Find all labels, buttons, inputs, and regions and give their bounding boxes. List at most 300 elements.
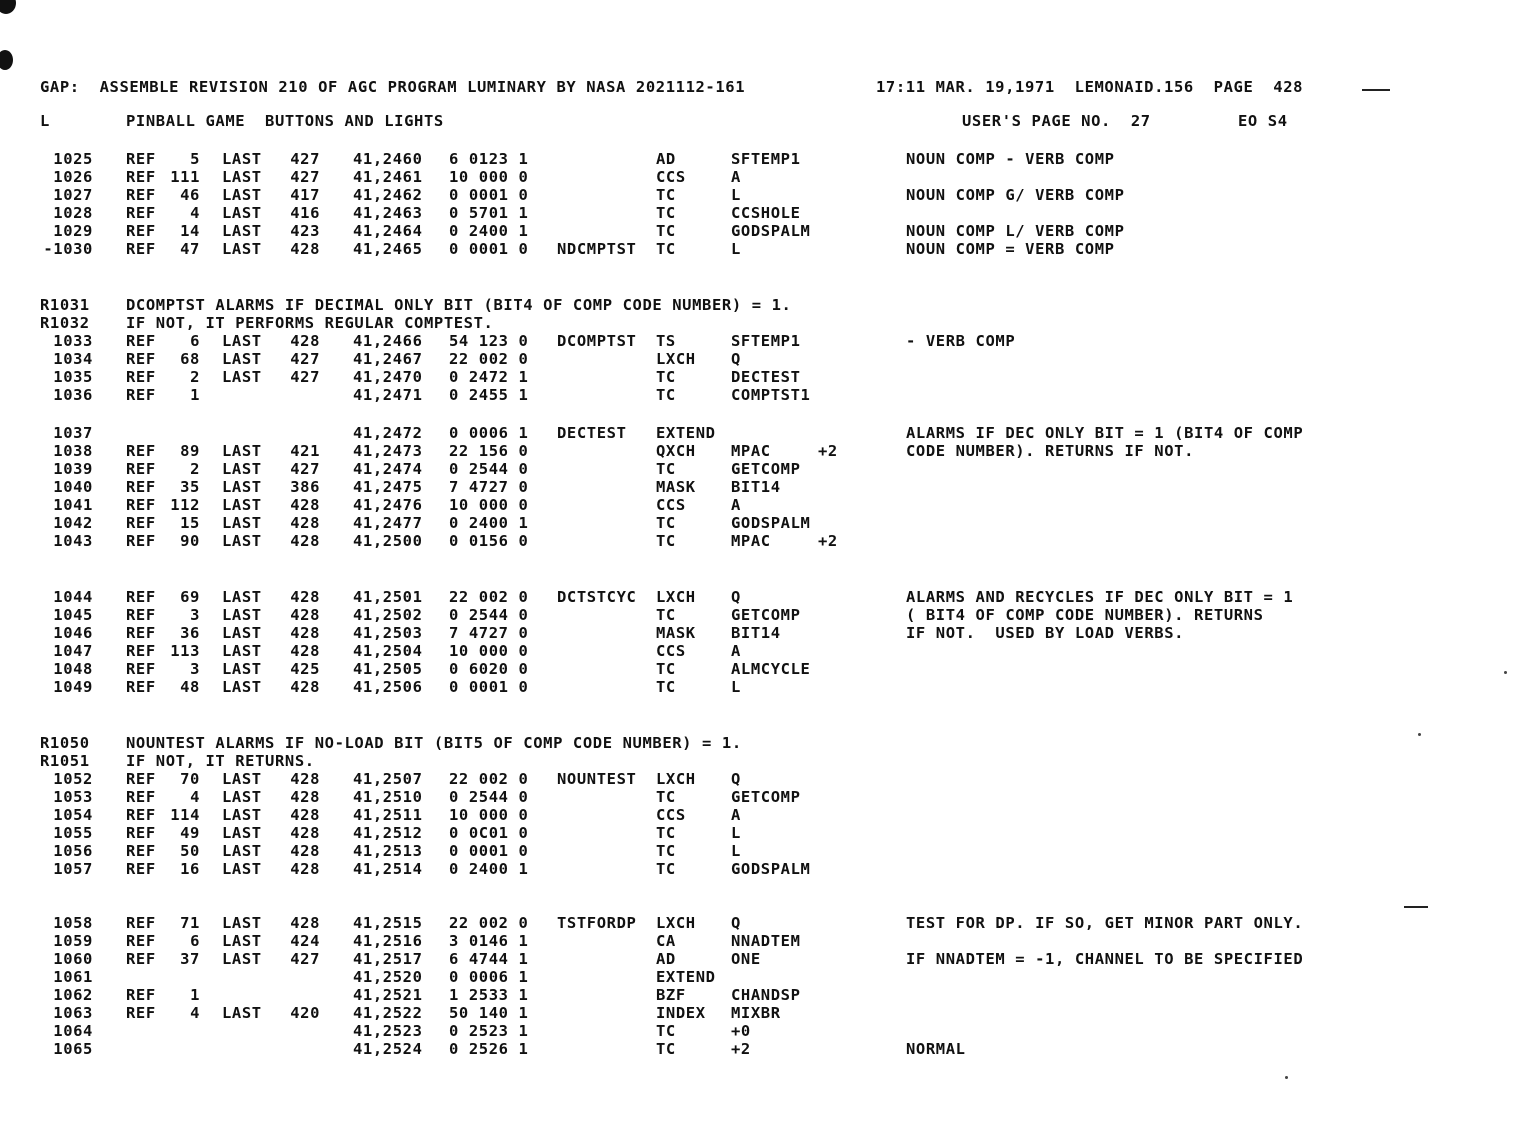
octal-code: 0 0006 1 <box>449 424 529 442</box>
operand: A <box>731 496 741 514</box>
ref-count: 4 <box>190 204 200 222</box>
comment: NOUN COMP - VERB COMP <box>906 150 1115 168</box>
ref-count: 47 <box>180 240 200 258</box>
last-keyword: LAST <box>222 606 262 624</box>
last-page: 428 <box>290 606 320 624</box>
remark-text: DCOMPTST ALARMS IF DECIMAL ONLY BIT (BIT4 OF COMP CODE NUMBER) = 1. <box>126 296 792 314</box>
opcode: AD <box>656 150 676 168</box>
last-page: 428 <box>290 914 320 932</box>
operand: BIT14 <box>731 624 781 642</box>
address: 41,2506 <box>353 678 423 696</box>
last-page: 428 <box>290 842 320 860</box>
remark-line-number: R1051 <box>40 752 90 770</box>
listing-row <box>0 624 1536 642</box>
last-keyword: LAST <box>222 496 262 514</box>
octal-code: 22 002 0 <box>449 914 529 932</box>
line-number: 1039 <box>53 460 93 478</box>
line-number: 1026 <box>53 168 93 186</box>
octal-code: 0 0001 0 <box>449 842 529 860</box>
octal-code: 10 000 0 <box>449 496 529 514</box>
address: 41,2467 <box>353 350 423 368</box>
last-page: 428 <box>290 532 320 550</box>
ref-keyword: REF <box>126 532 156 550</box>
line-number: 1027 <box>53 186 93 204</box>
listing-row <box>0 496 1536 514</box>
opcode: TC <box>656 606 676 624</box>
octal-code: 0 2400 1 <box>449 222 529 240</box>
octal-code: 7 4727 0 <box>449 478 529 496</box>
address: 41,2520 <box>353 968 423 986</box>
last-keyword: LAST <box>222 770 262 788</box>
operand: ALMCYCLE <box>731 660 811 678</box>
ref-count: 113 <box>170 642 200 660</box>
opcode: CCS <box>656 168 686 186</box>
opcode: TC <box>656 386 676 404</box>
ref-keyword: REF <box>126 678 156 696</box>
line-number: 1041 <box>53 496 93 514</box>
ref-count: 3 <box>190 660 200 678</box>
last-keyword: LAST <box>222 186 262 204</box>
octal-code: 7 4727 0 <box>449 624 529 642</box>
ref-count: 2 <box>190 368 200 386</box>
line-number: 1048 <box>53 660 93 678</box>
last-keyword: LAST <box>222 442 262 460</box>
opcode: TC <box>656 532 676 550</box>
address: 41,2463 <box>353 204 423 222</box>
comment: NORMAL <box>906 1040 966 1058</box>
listing-row <box>0 968 1536 986</box>
listing-row <box>0 150 1536 168</box>
last-page: 386 <box>290 478 320 496</box>
opcode: INDEX <box>656 1004 706 1022</box>
operand: L <box>731 824 741 842</box>
listing-row <box>0 1040 1536 1058</box>
operand: GODSPALM <box>731 222 811 240</box>
address: 41,2524 <box>353 1040 423 1058</box>
octal-code: 1 2533 1 <box>449 986 529 1004</box>
ref-count: 4 <box>190 1004 200 1022</box>
header-timestamp-page: 17:11 MAR. 19,1971 LEMONAID.156 PAGE 428 <box>876 78 1304 96</box>
line-number: 1057 <box>53 860 93 878</box>
address: 41,2472 <box>353 424 423 442</box>
ref-keyword: REF <box>126 588 156 606</box>
line-number: 1029 <box>53 222 93 240</box>
octal-code: 0 0001 0 <box>449 186 529 204</box>
operand: MIXBR <box>731 1004 781 1022</box>
last-keyword: LAST <box>222 332 262 350</box>
address: 41,2464 <box>353 222 423 240</box>
listing-row <box>0 788 1536 806</box>
last-page: 427 <box>290 350 320 368</box>
line-number: 1035 <box>53 368 93 386</box>
listing-row <box>0 752 1536 770</box>
listing-row <box>0 424 1536 442</box>
opcode: MASK <box>656 624 696 642</box>
header-type-letter: L <box>40 112 50 130</box>
ref-count: 15 <box>180 514 200 532</box>
last-page: 424 <box>290 932 320 950</box>
remark-line-number: R1032 <box>40 314 90 332</box>
operand: CHANDSP <box>731 986 801 1004</box>
operand: SFTEMP1 <box>731 150 801 168</box>
ref-count: 46 <box>180 186 200 204</box>
ref-keyword: REF <box>126 222 156 240</box>
octal-code: 10 000 0 <box>449 168 529 186</box>
listing-row <box>0 386 1536 404</box>
header-assembly-line: GAP: ASSEMBLE REVISION 210 OF AGC PROGRAM LUMINARY BY NASA 2021112-161 <box>40 78 746 96</box>
opcode: TS <box>656 332 676 350</box>
ref-keyword: REF <box>126 660 156 678</box>
last-page: 417 <box>290 186 320 204</box>
ref-count: 1 <box>190 386 200 404</box>
ref-keyword: REF <box>126 478 156 496</box>
listing-row <box>0 950 1536 968</box>
opcode: TC <box>656 788 676 806</box>
operand: GETCOMP <box>731 460 801 478</box>
remark-line-number: R1031 <box>40 296 90 314</box>
comment: IF NOT. USED BY LOAD VERBS. <box>906 624 1185 642</box>
address: 41,2466 <box>353 332 423 350</box>
operand: NNADTEM <box>731 932 801 950</box>
octal-code: 0 5701 1 <box>449 204 529 222</box>
operand: BIT14 <box>731 478 781 496</box>
listing-row <box>0 296 1536 314</box>
operand: +0 <box>731 1022 751 1040</box>
opcode: TC <box>656 460 676 478</box>
ref-keyword: REF <box>126 350 156 368</box>
last-keyword: LAST <box>222 514 262 532</box>
listing-row <box>0 914 1536 932</box>
line-number: 1045 <box>53 606 93 624</box>
ref-count: 3 <box>190 606 200 624</box>
operand: Q <box>731 350 741 368</box>
octal-code: 50 140 1 <box>449 1004 529 1022</box>
operand: L <box>731 240 741 258</box>
last-page: 428 <box>290 588 320 606</box>
octal-code: 0 0001 0 <box>449 240 529 258</box>
ref-keyword: REF <box>126 332 156 350</box>
ref-keyword: REF <box>126 186 156 204</box>
last-keyword: LAST <box>222 588 262 606</box>
ref-count: 114 <box>170 806 200 824</box>
comment: NOUN COMP = VERB COMP <box>906 240 1115 258</box>
octal-code: 0 2400 1 <box>449 860 529 878</box>
line-number: 1047 <box>53 642 93 660</box>
operand: CCSHOLE <box>731 204 801 222</box>
address: 41,2511 <box>353 806 423 824</box>
listing-row <box>0 478 1536 496</box>
opcode: TC <box>656 860 676 878</box>
ref-keyword: REF <box>126 240 156 258</box>
ref-keyword: REF <box>126 932 156 950</box>
last-keyword: LAST <box>222 478 262 496</box>
last-page: 428 <box>290 788 320 806</box>
octal-code: 0 2544 0 <box>449 460 529 478</box>
operand: A <box>731 168 741 186</box>
ref-count: 69 <box>180 588 200 606</box>
opcode: LXCH <box>656 770 696 788</box>
octal-code: 0 2472 1 <box>449 368 529 386</box>
ref-count: 2 <box>190 460 200 478</box>
address: 41,2461 <box>353 168 423 186</box>
address: 41,2503 <box>353 624 423 642</box>
listing-row <box>0 606 1536 624</box>
line-number: 1059 <box>53 932 93 950</box>
listing-row <box>0 314 1536 332</box>
ref-keyword: REF <box>126 806 156 824</box>
ref-keyword: REF <box>126 496 156 514</box>
line-number: 1040 <box>53 478 93 496</box>
last-keyword: LAST <box>222 824 262 842</box>
listing-row <box>0 806 1536 824</box>
last-page: 428 <box>290 514 320 532</box>
line-number: 1049 <box>53 678 93 696</box>
octal-code: 0 0C01 0 <box>449 824 529 842</box>
remark-text: IF NOT, IT PERFORMS REGULAR COMPTEST. <box>126 314 494 332</box>
address: 41,2475 <box>353 478 423 496</box>
address: 41,2473 <box>353 442 423 460</box>
ref-count: 5 <box>190 150 200 168</box>
ref-count: 68 <box>180 350 200 368</box>
last-keyword: LAST <box>222 932 262 950</box>
line-number: 1063 <box>53 1004 93 1022</box>
last-keyword: LAST <box>222 914 262 932</box>
ref-count: 70 <box>180 770 200 788</box>
octal-code: 0 6020 0 <box>449 660 529 678</box>
opcode: AD <box>656 950 676 968</box>
octal-code: 0 2526 1 <box>449 1040 529 1058</box>
listing-row <box>0 168 1536 186</box>
ref-count: 49 <box>180 824 200 842</box>
line-number: 1058 <box>53 914 93 932</box>
symbol-label: DECTEST <box>557 424 627 442</box>
opcode: TC <box>656 368 676 386</box>
last-page: 428 <box>290 642 320 660</box>
listing-row <box>0 860 1536 878</box>
last-keyword: LAST <box>222 950 262 968</box>
last-page: 428 <box>290 824 320 842</box>
line-number: -1030 <box>43 240 93 258</box>
operand: GETCOMP <box>731 606 801 624</box>
line-number: 1053 <box>53 788 93 806</box>
last-keyword: LAST <box>222 240 262 258</box>
last-keyword: LAST <box>222 532 262 550</box>
address: 41,2517 <box>353 950 423 968</box>
last-page: 427 <box>290 460 320 478</box>
last-page: 428 <box>290 332 320 350</box>
operand: DECTEST <box>731 368 801 386</box>
ref-keyword: REF <box>126 914 156 932</box>
last-keyword: LAST <box>222 150 262 168</box>
ref-count: 90 <box>180 532 200 550</box>
opcode: TC <box>656 240 676 258</box>
operand: MPAC <box>731 532 771 550</box>
listing-row <box>0 222 1536 240</box>
last-keyword: LAST <box>222 368 262 386</box>
ref-keyword: REF <box>126 514 156 532</box>
ref-count: 6 <box>190 332 200 350</box>
opcode: TC <box>656 186 676 204</box>
address: 41,2514 <box>353 860 423 878</box>
opcode: CCS <box>656 642 686 660</box>
last-page: 428 <box>290 860 320 878</box>
last-page: 428 <box>290 240 320 258</box>
ref-count: 89 <box>180 442 200 460</box>
octal-code: 0 0001 0 <box>449 678 529 696</box>
address: 41,2504 <box>353 642 423 660</box>
line-number: 1034 <box>53 350 93 368</box>
octal-code: 10 000 0 <box>449 806 529 824</box>
address: 41,2510 <box>353 788 423 806</box>
last-keyword: LAST <box>222 460 262 478</box>
comment: NOUN COMP L/ VERB COMP <box>906 222 1125 240</box>
ref-count: 111 <box>170 168 200 186</box>
listing-row <box>0 514 1536 532</box>
last-page: 428 <box>290 678 320 696</box>
opcode: TC <box>656 1022 676 1040</box>
last-page: 427 <box>290 150 320 168</box>
punch-hole-second <box>0 50 13 70</box>
ref-keyword: REF <box>126 624 156 642</box>
last-keyword: LAST <box>222 678 262 696</box>
last-keyword: LAST <box>222 642 262 660</box>
listing-row <box>0 240 1536 258</box>
remark-line-number: R1050 <box>40 734 90 752</box>
header-dash-mark <box>1362 89 1390 91</box>
octal-code: 0 2523 1 <box>449 1022 529 1040</box>
opcode: TC <box>656 222 676 240</box>
last-keyword: LAST <box>222 660 262 678</box>
ref-count: 1 <box>190 986 200 1004</box>
operand: A <box>731 806 741 824</box>
ref-keyword: REF <box>126 204 156 222</box>
ref-keyword: REF <box>126 986 156 1004</box>
operand: L <box>731 678 741 696</box>
ref-count: 6 <box>190 932 200 950</box>
line-number: 1043 <box>53 532 93 550</box>
last-page: 427 <box>290 168 320 186</box>
address: 41,2505 <box>353 660 423 678</box>
octal-code: 0 0156 0 <box>449 532 529 550</box>
address: 41,2477 <box>353 514 423 532</box>
listing-row <box>0 350 1536 368</box>
last-page: 425 <box>290 660 320 678</box>
ref-count: 35 <box>180 478 200 496</box>
listing-row <box>0 678 1536 696</box>
ref-count: 71 <box>180 914 200 932</box>
address: 41,2476 <box>353 496 423 514</box>
operand-modifier: +2 <box>818 442 838 460</box>
octal-code: 0 2400 1 <box>449 514 529 532</box>
address: 41,2515 <box>353 914 423 932</box>
ref-keyword: REF <box>126 606 156 624</box>
ref-keyword: REF <box>126 788 156 806</box>
octal-code: 6 4744 1 <box>449 950 529 968</box>
line-number: 1065 <box>53 1040 93 1058</box>
octal-code: 0 2544 0 <box>449 788 529 806</box>
octal-code: 54 123 0 <box>449 332 529 350</box>
line-number: 1055 <box>53 824 93 842</box>
line-number: 1038 <box>53 442 93 460</box>
listing-row <box>0 460 1536 478</box>
opcode: LXCH <box>656 588 696 606</box>
comment: ( BIT4 OF COMP CODE NUMBER). RETURNS <box>906 606 1264 624</box>
ref-keyword: REF <box>126 368 156 386</box>
address: 41,2501 <box>353 588 423 606</box>
octal-code: 22 156 0 <box>449 442 529 460</box>
symbol-label: NOUNTEST <box>557 770 637 788</box>
header-code: EO S4 <box>1238 112 1288 130</box>
last-keyword: LAST <box>222 806 262 824</box>
listing-row <box>0 588 1536 606</box>
octal-code: 3 0146 1 <box>449 932 529 950</box>
opcode: TC <box>656 842 676 860</box>
ref-keyword: REF <box>126 770 156 788</box>
operand: SFTEMP1 <box>731 332 801 350</box>
line-number: 1033 <box>53 332 93 350</box>
operand: COMPTST1 <box>731 386 811 404</box>
listing-row <box>0 204 1536 222</box>
ref-count: 37 <box>180 950 200 968</box>
address: 41,2516 <box>353 932 423 950</box>
ref-count: 14 <box>180 222 200 240</box>
opcode: TC <box>656 678 676 696</box>
operand-modifier: +2 <box>818 532 838 550</box>
comment: - VERB COMP <box>906 332 1016 350</box>
last-keyword: LAST <box>222 204 262 222</box>
listing-row <box>0 1022 1536 1040</box>
line-number: 1060 <box>53 950 93 968</box>
last-page: 428 <box>290 624 320 642</box>
last-page: 427 <box>290 368 320 386</box>
margin-rule-mark <box>1404 906 1428 908</box>
listing-row <box>0 186 1536 204</box>
opcode: EXTEND <box>656 968 716 986</box>
opcode: TC <box>656 1040 676 1058</box>
ref-count: 112 <box>170 496 200 514</box>
address: 41,2470 <box>353 368 423 386</box>
operand: Q <box>731 770 741 788</box>
scan-speck <box>1285 1076 1288 1079</box>
octal-code: 22 002 0 <box>449 350 529 368</box>
operand: GODSPALM <box>731 514 811 532</box>
listing-row <box>0 842 1536 860</box>
last-keyword: LAST <box>222 1004 262 1022</box>
line-number: 1062 <box>53 986 93 1004</box>
remark-text: IF NOT, IT RETURNS. <box>126 752 315 770</box>
last-page: 421 <box>290 442 320 460</box>
operand: Q <box>731 914 741 932</box>
comment: ALARMS AND RECYCLES IF DEC ONLY BIT = 1 <box>906 588 1294 606</box>
address: 41,2465 <box>353 240 423 258</box>
last-page: 423 <box>290 222 320 240</box>
comment: ALARMS IF DEC ONLY BIT = 1 (BIT4 OF COMP <box>906 424 1304 442</box>
line-number: 1046 <box>53 624 93 642</box>
line-number: 1028 <box>53 204 93 222</box>
octal-code: 0 2455 1 <box>449 386 529 404</box>
operand: GODSPALM <box>731 860 811 878</box>
last-page: 428 <box>290 496 320 514</box>
ref-keyword: REF <box>126 842 156 860</box>
remark-text: NOUNTEST ALARMS IF NO-LOAD BIT (BIT5 OF COMP CODE NUMBER) = 1. <box>126 734 742 752</box>
ref-count: 36 <box>180 624 200 642</box>
operand: ONE <box>731 950 761 968</box>
last-keyword: LAST <box>222 168 262 186</box>
ref-keyword: REF <box>126 168 156 186</box>
last-keyword: LAST <box>222 788 262 806</box>
line-number: 1064 <box>53 1022 93 1040</box>
address: 41,2513 <box>353 842 423 860</box>
